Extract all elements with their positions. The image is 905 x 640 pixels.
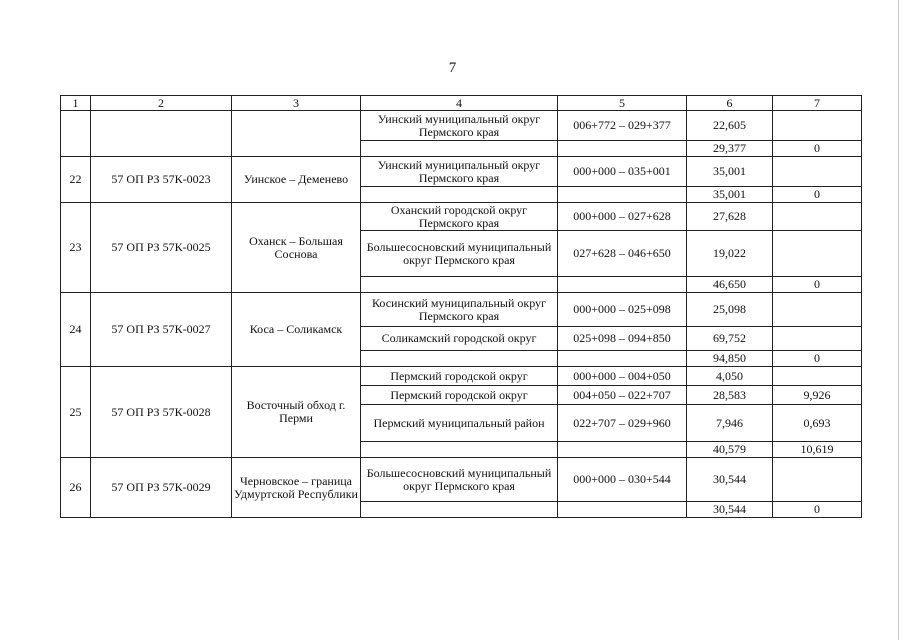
- km-cell: 000+000 – 027+628: [558, 203, 687, 231]
- total-col7-cell: 0: [773, 141, 862, 157]
- table-row: [61, 458, 862, 502]
- length-cell: 22,605: [687, 111, 773, 141]
- col7-cell: [773, 231, 862, 277]
- total-length-cell: 46,650: [687, 277, 773, 293]
- district-cell: [361, 141, 558, 157]
- district-cell: [361, 442, 558, 458]
- code-cell: 57 ОП РЗ 57К-0023: [91, 157, 232, 203]
- table-row: [61, 293, 862, 327]
- km-cell: 000+000 – 035+001: [558, 157, 687, 187]
- header-cell: 5: [558, 96, 687, 111]
- num-cell: 25: [61, 367, 91, 458]
- length-cell: 19,022: [687, 231, 773, 277]
- name-cell: Восточный обход г. Перми: [232, 367, 361, 458]
- num-cell: 24: [61, 293, 91, 367]
- col7-cell: [773, 458, 862, 502]
- km-cell: 000+000 – 004+050: [558, 367, 687, 386]
- length-cell: 7,946: [687, 405, 773, 442]
- total-col7-cell: 0: [773, 351, 862, 367]
- col7-cell: 0,693: [773, 405, 862, 442]
- district-cell: Большесосновский муниципальный округ Пермского края: [361, 231, 558, 277]
- col7-cell: [773, 111, 862, 141]
- length-cell: 30,544: [687, 458, 773, 502]
- total-col7-cell: 10,619: [773, 442, 862, 458]
- table-header: [61, 96, 862, 111]
- table-body: [61, 111, 862, 518]
- district-cell: Соликамский городской округ: [361, 327, 558, 351]
- district-cell: Пермский муниципальный район: [361, 405, 558, 442]
- total-length-cell: 40,579: [687, 442, 773, 458]
- length-cell: 4,050: [687, 367, 773, 386]
- km-cell: 000+000 – 025+098: [558, 293, 687, 327]
- district-cell: [361, 502, 558, 518]
- total-col7-cell: 0: [773, 187, 862, 203]
- district-cell: Уинский муниципальный округ Пермского края: [361, 111, 558, 141]
- code-cell: [91, 111, 232, 157]
- code-cell: 57 ОП РЗ 57К-0028: [91, 367, 232, 458]
- num-cell: 22: [61, 157, 91, 203]
- table-row: [61, 111, 862, 141]
- header-cell: 3: [232, 96, 361, 111]
- length-cell: 69,752: [687, 327, 773, 351]
- table-row: [61, 157, 862, 187]
- km-cell: 022+707 – 029+960: [558, 405, 687, 442]
- header-cell: 2: [91, 96, 232, 111]
- km-cell: 027+628 – 046+650: [558, 231, 687, 277]
- length-cell: 27,628: [687, 203, 773, 231]
- km-cell: 000+000 – 030+544: [558, 458, 687, 502]
- name-cell: Коса – Соликамск: [232, 293, 361, 367]
- num-cell: 23: [61, 203, 91, 293]
- code-cell: 57 ОП РЗ 57К-0029: [91, 458, 232, 518]
- district-cell: [361, 277, 558, 293]
- km-cell: [558, 351, 687, 367]
- km-cell: [558, 277, 687, 293]
- district-cell: Косинский муниципальный округ Пермского края: [361, 293, 558, 327]
- km-cell: 006+772 – 029+377: [558, 111, 687, 141]
- header-cell: 1: [61, 96, 91, 111]
- km-cell: [558, 141, 687, 157]
- district-cell: Пермский городской округ: [361, 367, 558, 386]
- table-row: [61, 203, 862, 231]
- length-cell: 28,583: [687, 386, 773, 405]
- num-cell: [61, 111, 91, 157]
- district-cell: Большесосновский муниципальный округ Пермского края: [361, 458, 558, 502]
- col7-cell: 9,926: [773, 386, 862, 405]
- district-cell: Оханский городской округ Пермского края: [361, 203, 558, 231]
- km-cell: [558, 442, 687, 458]
- col7-cell: [773, 203, 862, 231]
- district-cell: Пермский городской округ: [361, 386, 558, 405]
- km-cell: [558, 502, 687, 518]
- code-cell: 57 ОП РЗ 57К-0027: [91, 293, 232, 367]
- total-col7-cell: 0: [773, 502, 862, 518]
- total-length-cell: 30,544: [687, 502, 773, 518]
- name-cell: Черновское – граница Удмуртской Республики: [232, 458, 361, 518]
- col7-cell: [773, 327, 862, 351]
- total-length-cell: 94,850: [687, 351, 773, 367]
- total-length-cell: 35,001: [687, 187, 773, 203]
- header-cell: 4: [361, 96, 558, 111]
- total-length-cell: 29,377: [687, 141, 773, 157]
- col7-cell: [773, 293, 862, 327]
- code-cell: 57 ОП РЗ 57К-0025: [91, 203, 232, 293]
- header-row: [61, 96, 862, 111]
- district-cell: [361, 187, 558, 203]
- header-cell: 7: [773, 96, 862, 111]
- name-cell: Оханск – Большая Соснова: [232, 203, 361, 293]
- header-cell: 6: [687, 96, 773, 111]
- length-cell: 35,001: [687, 157, 773, 187]
- km-cell: 004+050 – 022+707: [558, 386, 687, 405]
- col7-cell: [773, 157, 862, 187]
- scan-edge-line: [898, 0, 899, 640]
- name-cell: Уинское – Деменево: [232, 157, 361, 203]
- km-cell: [558, 187, 687, 203]
- length-cell: 25,098: [687, 293, 773, 327]
- district-cell: Уинский муниципальный округ Пермского края: [361, 157, 558, 187]
- table-row: [61, 367, 862, 386]
- page-number: 7: [448, 60, 457, 76]
- col7-cell: [773, 367, 862, 386]
- km-cell: 025+098 – 094+850: [558, 327, 687, 351]
- total-col7-cell: 0: [773, 277, 862, 293]
- name-cell: [232, 111, 361, 157]
- num-cell: 26: [61, 458, 91, 518]
- roads-table: [60, 95, 862, 518]
- district-cell: [361, 351, 558, 367]
